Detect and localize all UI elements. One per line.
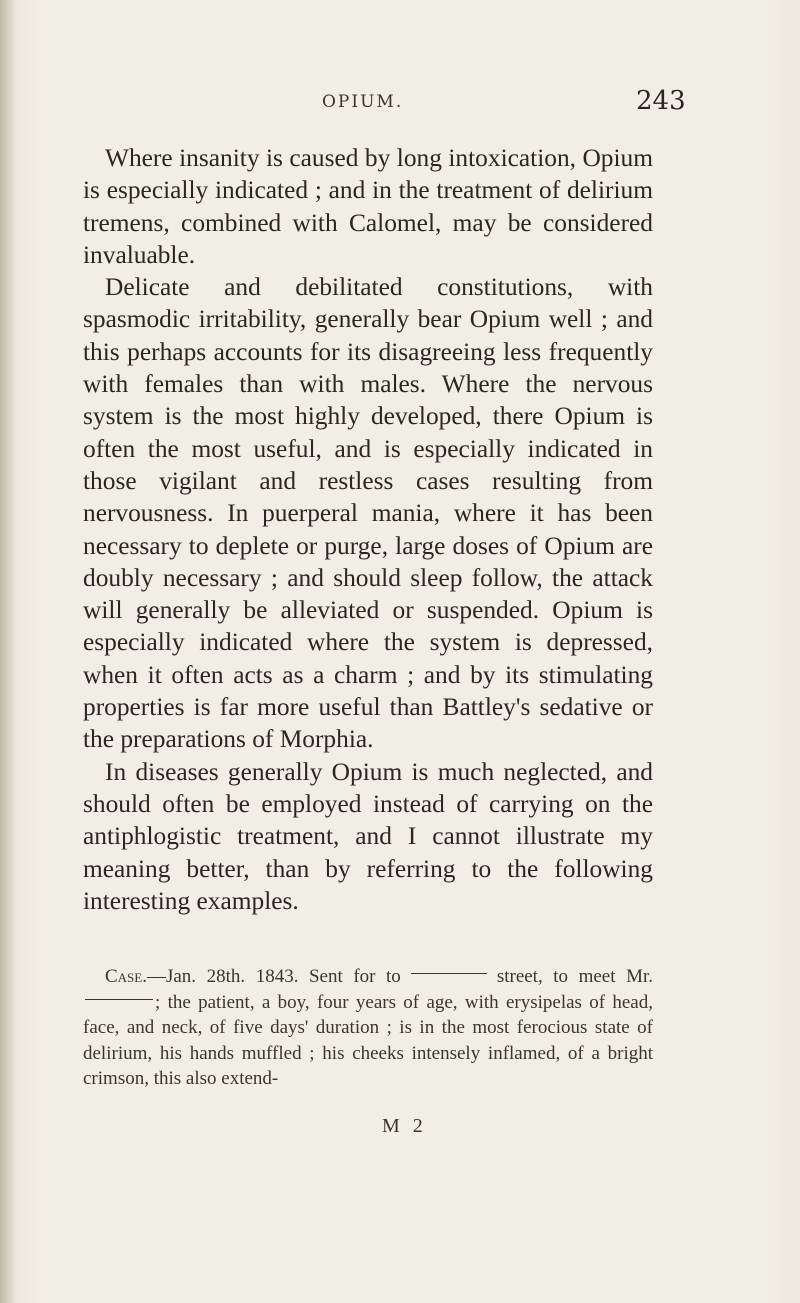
case-report [83,964,653,1092]
case-label: Case. [105,966,147,987]
case-text-part-2: street, to meet Mr. [496,966,653,987]
street-name-blank [411,973,487,974]
page-header [0,86,800,122]
case-paragraph [83,964,653,1092]
page-number: 243 [636,86,686,116]
signature-mark: M 2 [382,1115,427,1137]
running-head: OPIUM. [322,92,404,112]
main-text [83,142,653,917]
paragraph-1: Where insanity is caused by long intoxication, Opium is especially indicated ; and in the treatment of delirium tremens, combined with Calomel, may be considered invaluable. [83,144,653,269]
paragraph-2: Delicate and debilitated constitutions, with spasmodic irritability, generally bear Opium well ; and this perhaps accounts for its disagreeing less frequently with females than with males. Where the nervous system is the most highly developed, there Opium is often the most useful, and is especially indicated in those vigilant and restless cases resulting from nervousness. In puerperal mania, where it has been necessary to deplete or purge, large doses of Opium are doubly necessary ; and should sleep follow, the attack will generally be alleviated or suspended. Opium is especially indicated where the system is depressed, when it often acts as a charm ; and by its stimulating properties is far more useful than Battley's sedative or the preparations of Morphia. [83,273,653,754]
case-text-part-1: —Jan. 28th. 1843. Sent for to [146,966,401,987]
page-gutter-shadow [0,0,16,1303]
case-text-part-3: ; the patient, a boy, four years of age, with erysipelas of head, face, and neck, of five days' duration ; is in the most ferocious state of delirium, his hands muffled ; his cheeks intensely inflamed, of a bright crimson, this also extend- [83,991,653,1089]
paragraph-3: In diseases generally Opium is much neglected, and should often be employed instead of carrying on the antiphlogistic treatment, and I cannot illustrate my meaning better, than by referring to the following interesting examples. [83,757,653,915]
doctor-name-blank [85,999,153,1000]
